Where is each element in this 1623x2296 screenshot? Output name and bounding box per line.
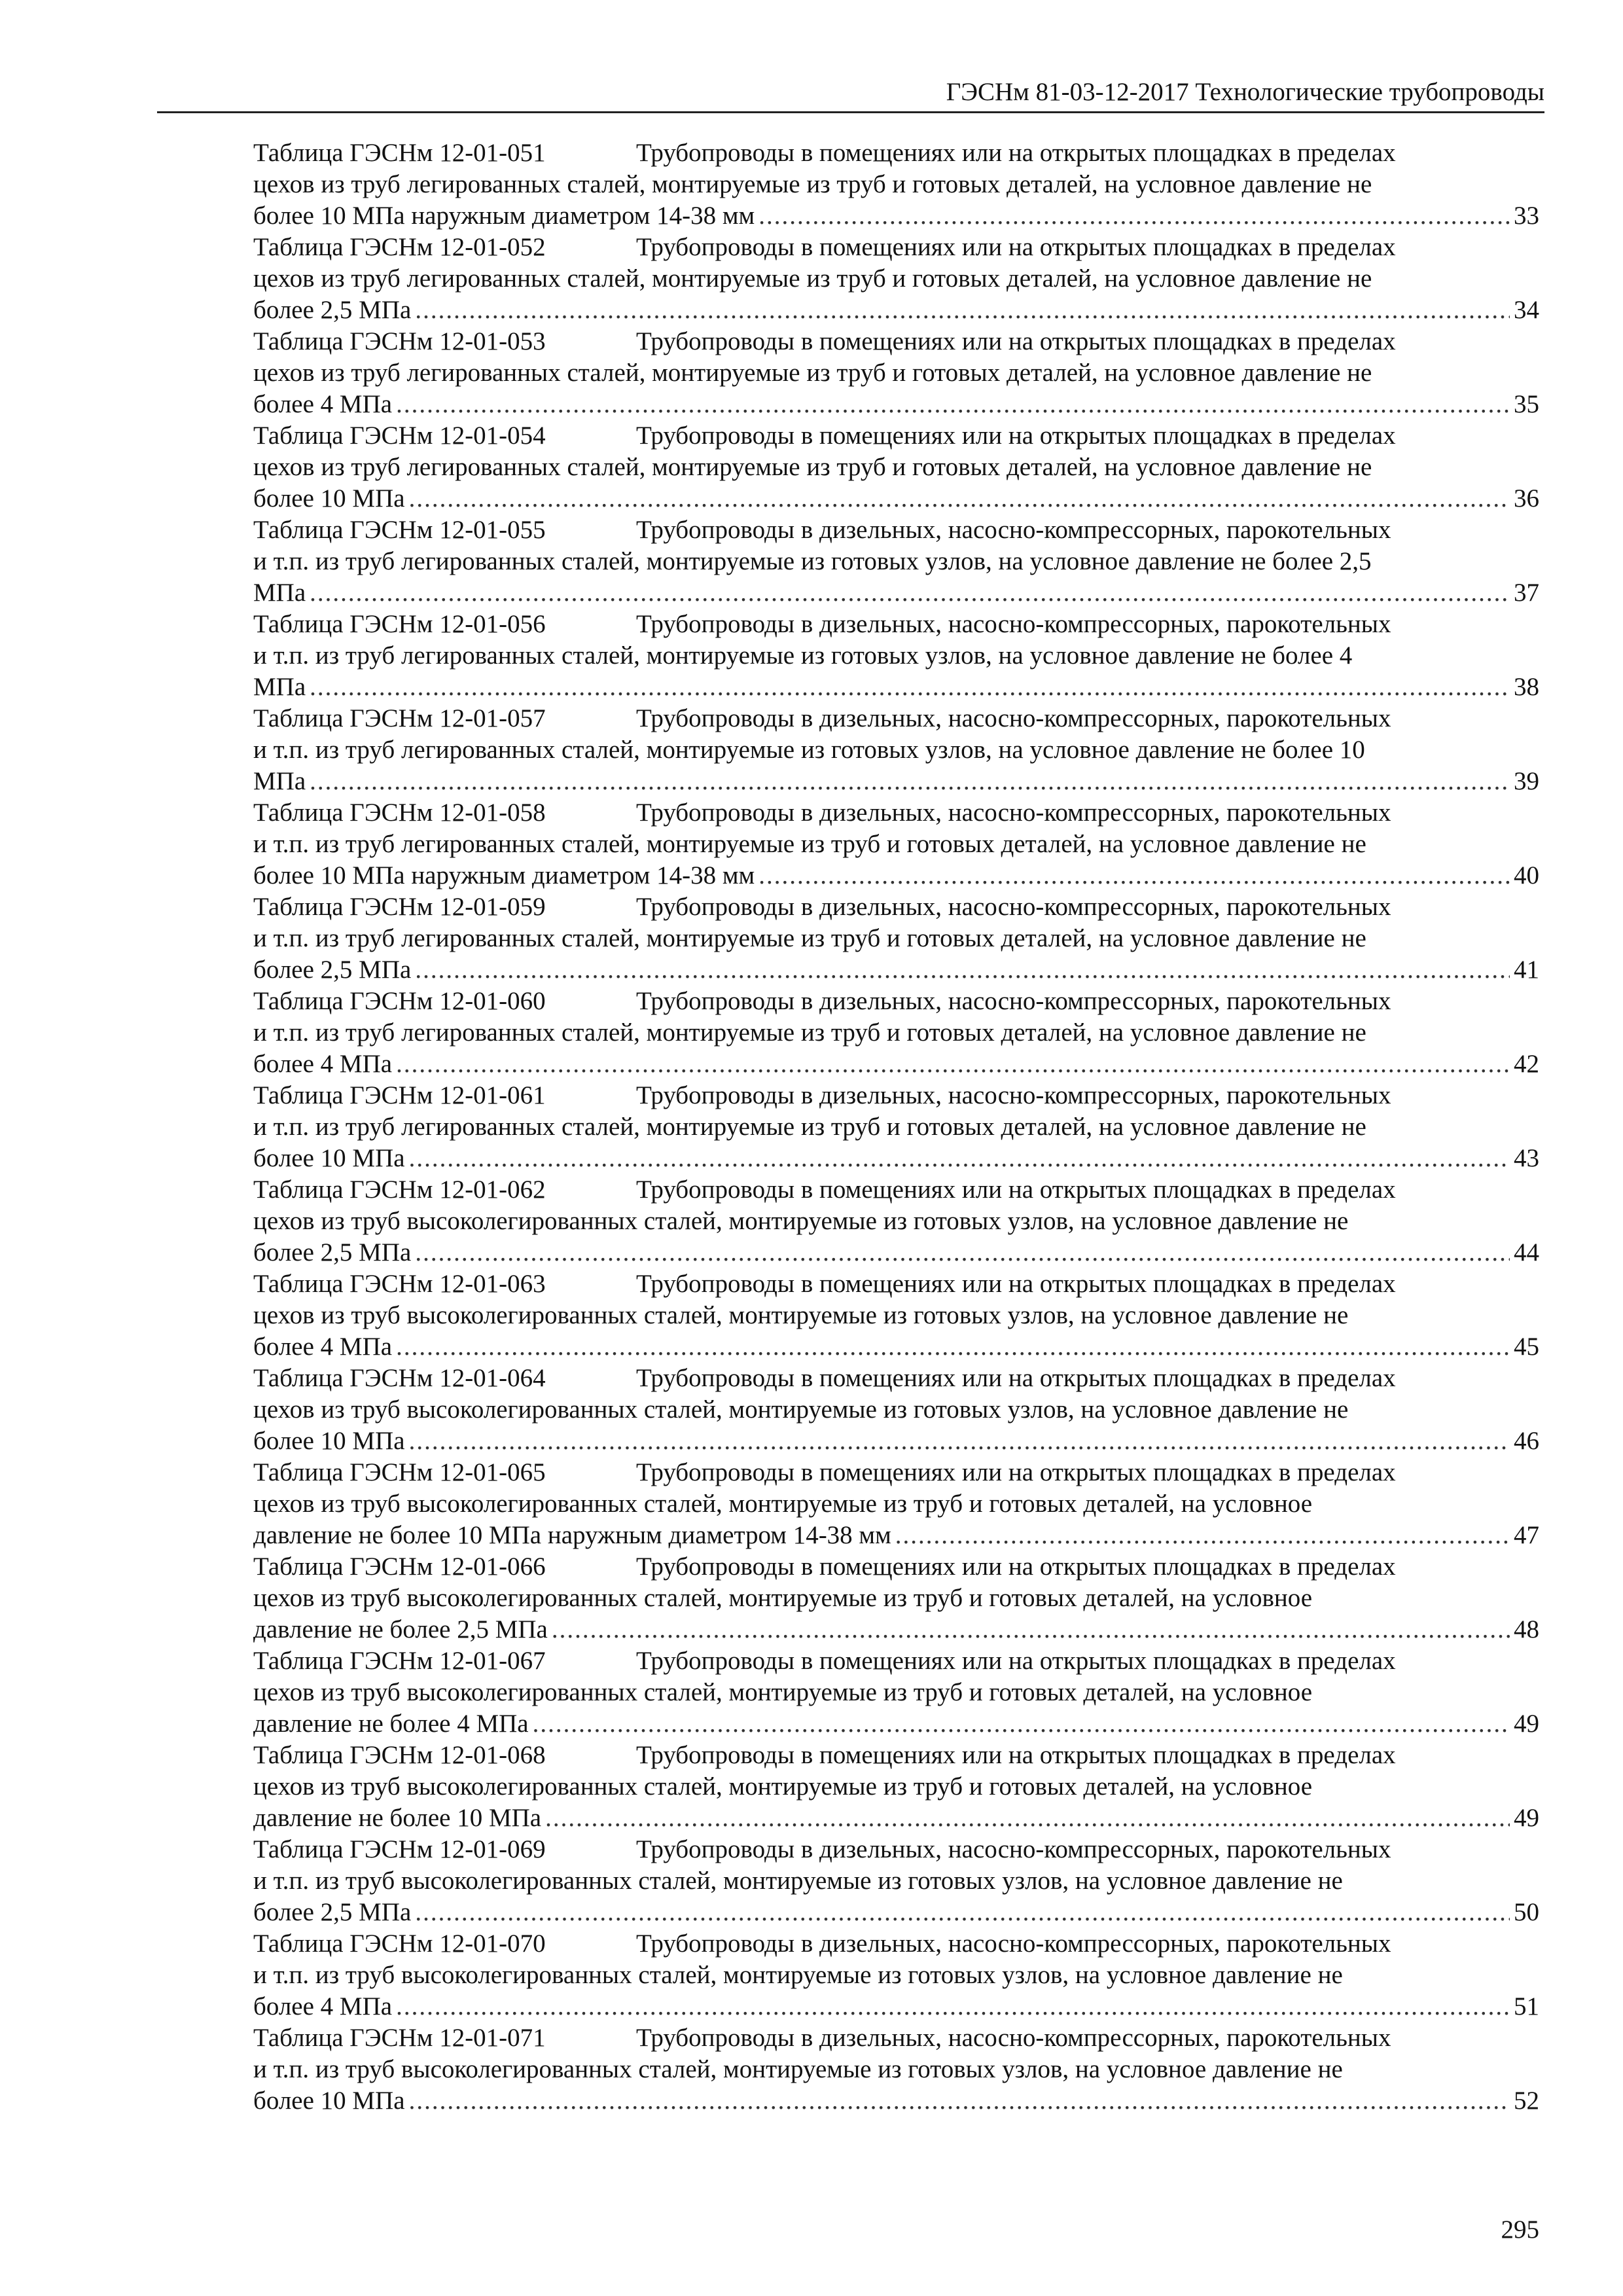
toc-entry-code: Таблица ГЭСНм 12-01-052 xyxy=(253,233,546,261)
toc-entry-description-end: давление не более 2,5 МПа xyxy=(253,1615,548,1643)
toc-entry-description-end: более 2,5 МПа xyxy=(253,1898,412,1926)
toc-entry-title: Трубопроводы в дизельных, насосно-компрессорных, парокотельных xyxy=(636,704,1391,732)
toc-entry-code: Таблица ГЭСНм 12-01-066 xyxy=(253,1552,546,1581)
toc-page-ref: 45 xyxy=(1514,1333,1539,1361)
toc-entry-description-end: более 10 МПа xyxy=(253,1427,405,1455)
toc-entry-code: Таблица ГЭСНм 12-01-062 xyxy=(253,1175,546,1204)
toc-entry[interactable] xyxy=(253,703,1539,797)
dot-leader xyxy=(409,483,1510,514)
toc-entry[interactable] xyxy=(253,232,1539,326)
toc-entry-description: и т.п. из труб высоколегированных сталей, монтируемые из готовых узлов, на условное давление не xyxy=(253,1867,1343,1895)
toc-page-ref: 44 xyxy=(1514,1238,1539,1266)
toc-entry-code: Таблица ГЭСНм 12-01-063 xyxy=(253,1270,546,1298)
toc-entry-code: Таблица ГЭСНм 12-01-064 xyxy=(253,1364,546,1392)
toc-entry[interactable] xyxy=(253,1834,1539,1928)
toc-entry-description-end: давление не более 10 МПа xyxy=(253,1804,542,1832)
toc-entry-description: цехов из труб легированных сталей, монтируемые из труб и готовых деталей, на условное давление не xyxy=(253,264,1372,293)
toc-entry-code: Таблица ГЭСНм 12-01-069 xyxy=(253,1835,546,1863)
toc-entry-description: цехов из труб высоколегированных сталей, монтируемые из труб и готовых деталей, на условное xyxy=(253,1584,1313,1612)
toc-entry[interactable] xyxy=(253,1928,1539,2022)
toc-page-ref: 42 xyxy=(1514,1050,1539,1078)
dot-leader xyxy=(396,1991,1510,2022)
dot-leader xyxy=(545,1803,1510,1834)
toc-entry-description-end: более 10 МПа xyxy=(253,1144,405,1172)
toc-entry-code: Таблица ГЭСНм 12-01-070 xyxy=(253,1929,546,1958)
toc-page-ref: 40 xyxy=(1514,861,1539,889)
toc-entry[interactable] xyxy=(253,891,1539,986)
toc-entry[interactable] xyxy=(253,1363,1539,1457)
toc-entry[interactable] xyxy=(253,1268,1539,1363)
toc-entry-description: цехов из труб высоколегированных сталей, монтируемые из готовых узлов, на условное давление не xyxy=(253,1207,1349,1235)
toc-entry-title: Трубопроводы в помещениях или на открытых площадках в пределах xyxy=(636,1647,1396,1675)
dot-leader xyxy=(533,1708,1510,1740)
toc-entry-code: Таблица ГЭСНм 12-01-065 xyxy=(253,1458,546,1486)
toc-page-ref: 37 xyxy=(1514,579,1539,607)
dot-leader xyxy=(409,1426,1510,1457)
toc-entry[interactable] xyxy=(253,137,1539,232)
toc-page-ref: 43 xyxy=(1514,1144,1539,1172)
toc-entry-description-end: более 4 МПа xyxy=(253,390,393,418)
toc-entry-title: Трубопроводы в помещениях или на открытых площадках в пределах xyxy=(636,327,1396,355)
toc-entry-description: и т.п. из труб легированных сталей, монтируемые из труб и готовых деталей, на условное давление не xyxy=(253,830,1366,858)
toc-entry[interactable] xyxy=(253,1174,1539,1268)
toc-entry-description-end: МПа xyxy=(253,579,306,607)
toc-entry-title: Трубопроводы в дизельных, насосно-компрессорных, парокотельных xyxy=(636,610,1391,638)
toc-entry-title: Трубопроводы в помещениях или на открытых площадках в пределах xyxy=(636,1270,1396,1298)
toc-entry-description: и т.п. из труб высоколегированных сталей, монтируемые из готовых узлов, на условное давление не xyxy=(253,1961,1343,1989)
dot-leader xyxy=(552,1614,1510,1645)
toc-entry-description: цехов из труб высоколегированных сталей, монтируемые из труб и готовых деталей, на условное xyxy=(253,1772,1313,1801)
toc-page-ref: 49 xyxy=(1514,1804,1539,1832)
toc-entry-code: Таблица ГЭСНм 12-01-068 xyxy=(253,1741,546,1769)
toc-entry-title: Трубопроводы в помещениях или на открытых площадках в пределах xyxy=(636,1741,1396,1769)
toc-entry-description: цехов из труб высоколегированных сталей, монтируемые из готовых узлов, на условное давление не xyxy=(253,1301,1349,1329)
header-title: ГЭСНм 81-03-12-2017 Технологические трубопроводы xyxy=(946,78,1544,106)
toc-entry-description: цехов из труб высоколегированных сталей, монтируемые из труб и готовых деталей, на условное xyxy=(253,1490,1313,1518)
toc-entry-description-end: давление не более 10 МПа наружным диаметром 14-38 мм xyxy=(253,1521,891,1549)
dot-leader xyxy=(415,954,1510,986)
toc-entry-code: Таблица ГЭСНм 12-01-051 xyxy=(253,139,546,167)
toc-entry-code: Таблица ГЭСНм 12-01-058 xyxy=(253,798,546,827)
toc-page-ref: 46 xyxy=(1514,1427,1539,1455)
toc-entry-title: Трубопроводы в дизельных, насосно-компрессорных, парокотельных xyxy=(636,987,1391,1015)
toc-entry-title: Трубопроводы в помещениях или на открытых площадках в пределах xyxy=(636,1364,1396,1392)
toc-entry-title: Трубопроводы в дизельных, насосно-компрессорных, парокотельных xyxy=(636,1081,1391,1109)
toc-page-ref: 47 xyxy=(1514,1521,1539,1549)
toc-entry[interactable] xyxy=(253,420,1539,514)
toc-entry-title: Трубопроводы в помещениях или на открытых площадках в пределах xyxy=(636,422,1396,450)
toc-entry-description-end: более 4 МПа xyxy=(253,1333,393,1361)
toc-entry[interactable] xyxy=(253,1551,1539,1645)
toc-entry-title: Трубопроводы в дизельных, насосно-компрессорных, парокотельных xyxy=(636,893,1391,921)
toc-entry-description-end: МПа xyxy=(253,673,306,701)
toc-entry-code: Таблица ГЭСНм 12-01-061 xyxy=(253,1081,546,1109)
table-of-contents xyxy=(253,137,1539,2117)
toc-entry[interactable] xyxy=(253,986,1539,1080)
toc-entry[interactable] xyxy=(253,326,1539,420)
toc-entry[interactable] xyxy=(253,1457,1539,1551)
toc-page-ref: 50 xyxy=(1514,1898,1539,1926)
toc-entry[interactable] xyxy=(253,1645,1539,1740)
toc-page-ref: 51 xyxy=(1514,1992,1539,2020)
toc-entry-description-end: более 10 МПа xyxy=(253,2087,405,2115)
dot-leader xyxy=(409,2085,1510,2117)
toc-entry-description-end: более 2,5 МПа xyxy=(253,1238,412,1266)
toc-entry-title: Трубопроводы в дизельных, насосно-компрессорных, парокотельных xyxy=(636,1835,1391,1863)
toc-entry-description-end: МПа xyxy=(253,767,306,795)
toc-entry-code: Таблица ГЭСНм 12-01-071 xyxy=(253,2024,546,2052)
toc-entry-title: Трубопроводы в дизельных, насосно-компрессорных, парокотельных xyxy=(636,2024,1391,2052)
toc-entry-code: Таблица ГЭСНм 12-01-053 xyxy=(253,327,546,355)
toc-page-ref: 49 xyxy=(1514,1710,1539,1738)
dot-leader xyxy=(415,295,1510,326)
toc-entry-title: Трубопроводы в дизельных, насосно-компрессорных, парокотельных xyxy=(636,516,1391,544)
toc-page-ref: 36 xyxy=(1514,484,1539,512)
toc-page-ref: 39 xyxy=(1514,767,1539,795)
toc-entry-code: Таблица ГЭСНм 12-01-059 xyxy=(253,893,546,921)
toc-page-ref: 38 xyxy=(1514,673,1539,701)
toc-entry[interactable] xyxy=(253,1080,1539,1174)
dot-leader xyxy=(396,1049,1510,1080)
dot-leader xyxy=(396,1331,1510,1363)
toc-entry-title: Трубопроводы в дизельных, насосно-компрессорных, парокотельных xyxy=(636,1929,1391,1958)
toc-entry-description: и т.п. из труб легированных сталей, монтируемые из труб и готовых деталей, на условное давление не xyxy=(253,1113,1366,1141)
dot-leader xyxy=(409,1143,1510,1174)
toc-entry[interactable] xyxy=(253,2022,1539,2117)
toc-entry-title: Трубопроводы в помещениях или на открытых площадках в пределах xyxy=(636,1552,1396,1581)
toc-entry[interactable] xyxy=(253,1740,1539,1834)
toc-entry-description-end: более 2,5 МПа xyxy=(253,956,412,984)
dot-leader xyxy=(415,1237,1510,1268)
toc-entry-title: Трубопроводы в помещениях или на открытых площадках в пределах xyxy=(636,233,1396,261)
toc-entry-description: и т.п. из труб легированных сталей, монтируемые из труб и готовых деталей, на условное давление не xyxy=(253,924,1366,952)
toc-page-ref: 35 xyxy=(1514,390,1539,418)
toc-page-ref: 41 xyxy=(1514,956,1539,984)
toc-entry-description: цехов из труб высоколегированных сталей, монтируемые из труб и готовых деталей, на условное xyxy=(253,1678,1313,1706)
toc-entry[interactable] xyxy=(253,797,1539,891)
toc-entry-code: Таблица ГЭСНм 12-01-056 xyxy=(253,610,546,638)
toc-entry-description: цехов из труб легированных сталей, монтируемые из труб и готовых деталей, на условное давление не xyxy=(253,453,1372,481)
dot-leader xyxy=(895,1520,1510,1551)
dot-leader xyxy=(396,389,1510,420)
toc-entry-description-end: более 4 МПа xyxy=(253,1050,393,1078)
toc-entry-description: и т.п. из труб легированных сталей, монтируемые из готовых узлов, на условное давление не более 10 xyxy=(253,736,1365,764)
toc-entry-title: Трубопроводы в помещениях или на открытых площадках в пределах xyxy=(636,1175,1396,1204)
toc-entry-title: Трубопроводы в помещениях или на открытых площадках в пределах xyxy=(636,1458,1396,1486)
toc-entry-description-end: более 10 МПа наружным диаметром 14-38 мм xyxy=(253,861,755,889)
toc-entry-description-end: более 2,5 МПа xyxy=(253,296,412,324)
toc-entry-title: Трубопроводы в дизельных, насосно-компрессорных, парокотельных xyxy=(636,798,1391,827)
toc-page-ref: 34 xyxy=(1514,296,1539,324)
toc-entry-description-end: более 4 МПа xyxy=(253,1992,393,2020)
toc-entry-description: цехов из труб высоколегированных сталей, монтируемые из готовых узлов, на условное давление не xyxy=(253,1395,1349,1424)
toc-entry-code: Таблица ГЭСНм 12-01-054 xyxy=(253,422,546,450)
dot-leader xyxy=(758,860,1510,891)
toc-page-ref: 33 xyxy=(1514,202,1539,230)
toc-entry-description: и т.п. из труб легированных сталей, монтируемые из готовых узлов, на условное давление не более 2,5 xyxy=(253,547,1372,575)
dot-leader xyxy=(758,200,1510,232)
toc-entry-title: Трубопроводы в помещениях или на открытых площадках в пределах xyxy=(636,139,1396,167)
toc-entry-code: Таблица ГЭСНм 12-01-057 xyxy=(253,704,546,732)
toc-entry[interactable] xyxy=(253,514,1539,609)
toc-entry-code: Таблица ГЭСНм 12-01-055 xyxy=(253,516,546,544)
toc-page-ref: 52 xyxy=(1514,2087,1539,2115)
page-number: 295 xyxy=(1501,2215,1539,2244)
toc-entry-description: и т.п. из труб высоколегированных сталей, монтируемые из готовых узлов, на условное давление не xyxy=(253,2055,1343,2083)
dot-leader xyxy=(310,577,1510,609)
toc-entry-description-end: более 10 МПа наружным диаметром 14-38 мм xyxy=(253,202,755,230)
toc-entry-description: и т.п. из труб легированных сталей, монтируемые из готовых узлов, на условное давление не более 4 xyxy=(253,641,1353,670)
toc-entry-description: и т.п. из труб легированных сталей, монтируемые из труб и готовых деталей, на условное давление не xyxy=(253,1018,1366,1047)
toc-entry-code: Таблица ГЭСНм 12-01-060 xyxy=(253,987,546,1015)
toc-entry-description-end: более 10 МПа xyxy=(253,484,405,512)
toc-entry[interactable] xyxy=(253,609,1539,703)
page-header xyxy=(157,73,1544,113)
toc-entry-description: цехов из труб легированных сталей, монтируемые из труб и готовых деталей, на условное давление не xyxy=(253,170,1372,198)
toc-entry-code: Таблица ГЭСНм 12-01-067 xyxy=(253,1647,546,1675)
dot-leader xyxy=(310,672,1510,703)
dot-leader xyxy=(310,766,1510,797)
dot-leader xyxy=(415,1897,1510,1928)
toc-entry-description: цехов из труб легированных сталей, монтируемые из труб и готовых деталей, на условное давление не xyxy=(253,359,1372,387)
toc-page-ref: 48 xyxy=(1514,1615,1539,1643)
toc-entry-description-end: давление не более 4 МПа xyxy=(253,1710,529,1738)
